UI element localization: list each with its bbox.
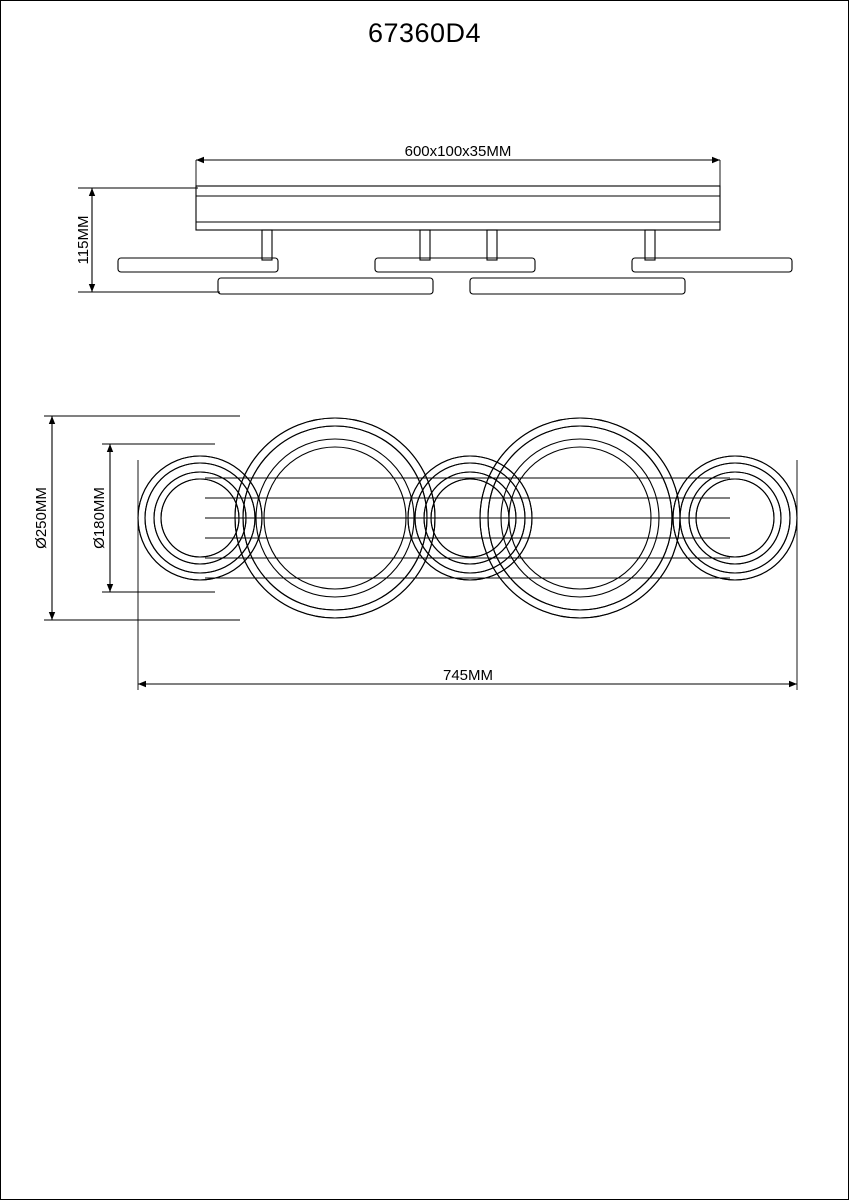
body-slat-lines: [205, 478, 730, 578]
stem-4: [645, 230, 655, 260]
dimension-overall-width: [138, 460, 797, 690]
ring-edge-upper-middle: [375, 258, 535, 272]
stem-2: [420, 230, 430, 260]
dimension-body-size: [196, 143, 720, 188]
page-title: 67360D4: [367, 18, 482, 48]
fixture-body-outline: [196, 186, 720, 230]
ring-edge-upper-left: [118, 258, 278, 272]
dimension-inner-diameter: [91, 444, 215, 592]
front-elevation-geometry: [138, 418, 797, 618]
ring-edge-upper-right: [632, 258, 792, 272]
dimension-body-size-text: 600x100x35MM: [404, 143, 512, 160]
stem-1: [262, 230, 272, 260]
dimension-height-text: 115MM: [75, 215, 92, 265]
stem-3: [487, 230, 497, 260]
dimension-height: [75, 188, 220, 292]
ring-edge-lower-right: [470, 278, 685, 294]
dimension-overall-width-text: 745MM: [442, 667, 494, 684]
side-elevation-geometry: [118, 186, 792, 294]
ring-edge-lower-left: [218, 278, 433, 294]
dimension-outer-diameter-text: Ø250MM: [33, 487, 50, 549]
dimension-inner-diameter-text: Ø180MM: [91, 487, 108, 549]
